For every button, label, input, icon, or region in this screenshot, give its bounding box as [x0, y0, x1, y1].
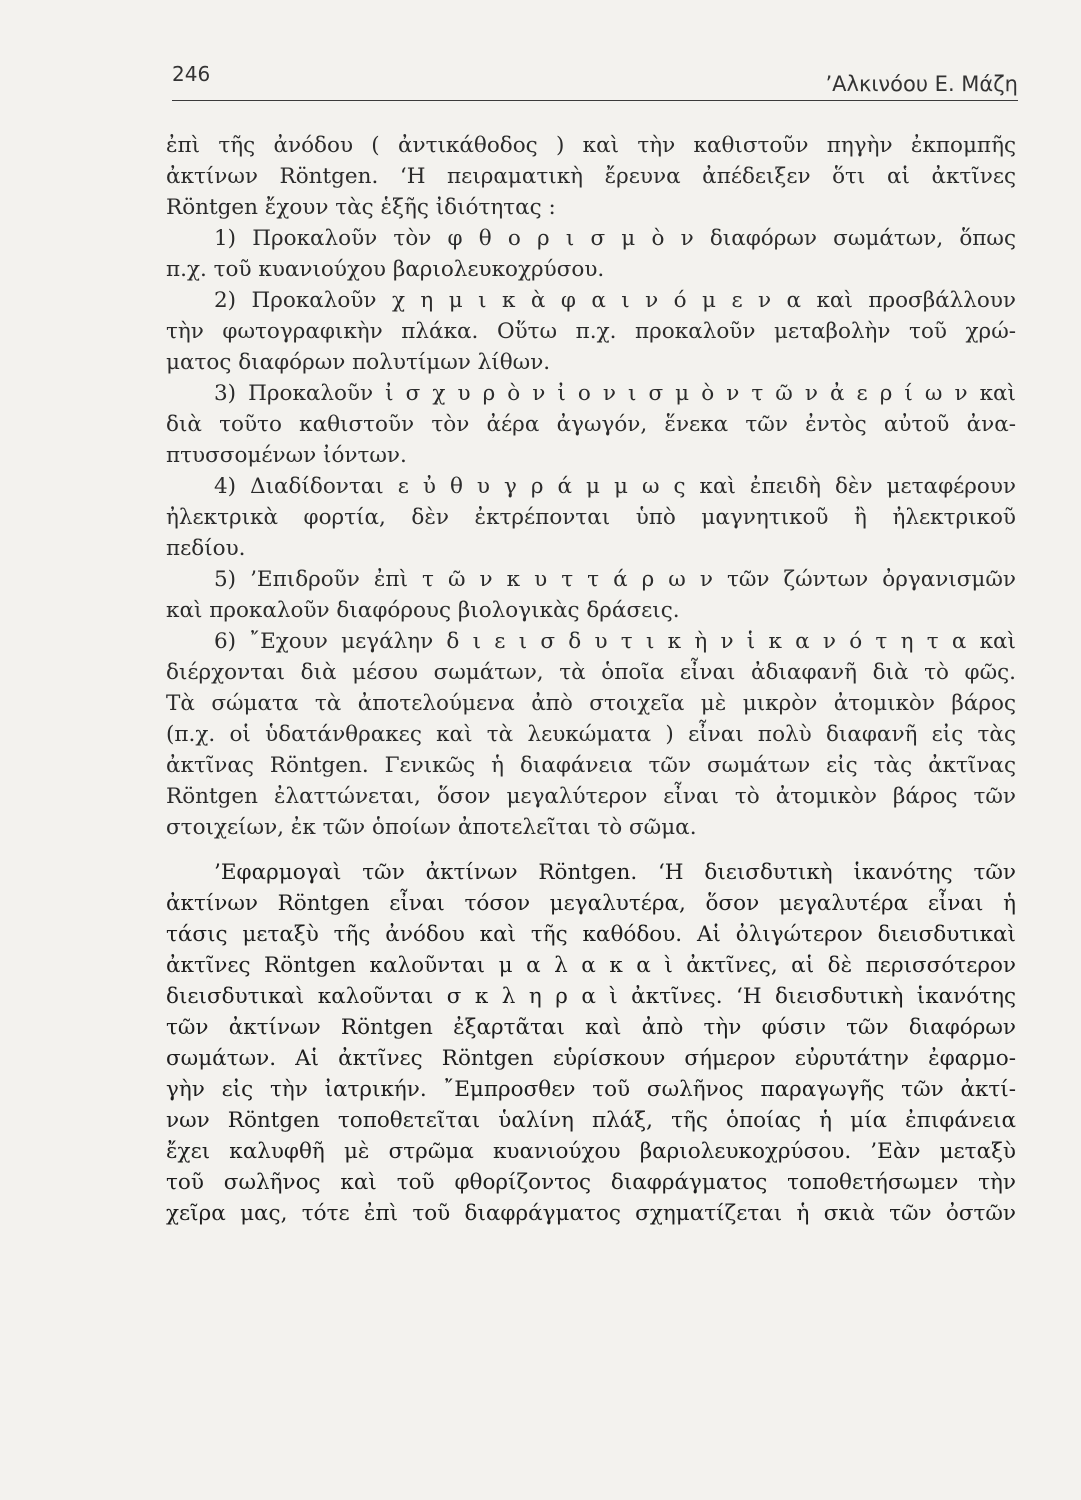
text-line: Röntgen ἐλαττώνεται, ὅσον μεγαλύτερον εἶναι τὸ ἀτομικὸν βάρος τῶν — [166, 784, 1016, 809]
text-line: 1) Προκαλοῦν τὸν φ θ ο ρ ι σ μ ὸ ν διαφόρων σωμάτων, ὅπως — [214, 226, 1016, 251]
page-body — [166, 130, 1016, 1229]
text-line: σωμάτων. Αἱ ἀκτῖνες Röntgen εὑρίσκουν σήμερον εὐρυτάτην ἐφαρμο- — [166, 1046, 1016, 1071]
text-line: Röntgen ἔχουν τὰς ἑξῆς ἰδιότητας : — [166, 195, 556, 220]
text-line: ἀκτίνων Röntgen εἶναι τόσον μεγαλυτέρα, ὅσον μεγαλυτέρα εἶναι ἡ — [166, 891, 1016, 916]
text-line: ἐπὶ τῆς ἀνόδου ( ἀντικάθοδος ) καὶ τὴν καθιστοῦν πηγὴν ἐκπομπῆς — [166, 133, 1016, 158]
text-line: διεισδυτικαὶ καλοῦνται σ κ λ η ρ α ὶ ἀκτῖνες. ‘Η διεισδυτικὴ ἱκανότης — [166, 984, 1016, 1009]
text-line: πτυσσομένων ἰόντων. — [166, 443, 407, 468]
running-title: ’Αλκινόου Ε. Μάζη — [825, 72, 1018, 96]
text-line: τῶν ἀκτίνων Röntgen ἐξαρτᾶται καὶ ἀπὸ τὴν φύσιν τῶν διαφόρων — [166, 1015, 1016, 1040]
text-line: γὴν εἰς τὴν ἰατρικήν. ῎Εμπροσθεν τοῦ σωλῆνος παραγωγῆς τῶν ἀκτί- — [166, 1077, 1016, 1102]
text-line: στοιχείων, ἐκ τῶν ὁποίων ἀποτελεῖται τὸ σῶμα. — [166, 815, 697, 840]
text-line: ἀκτίνων Röntgen. ‘Η πειραματικὴ ἔρευνα ἀπέδειξεν ὅτι αἱ ἀκτῖνες — [166, 164, 1016, 189]
text-line: ἔχει καλυφθῆ μὲ στρῶμα κυανιούχου βαριολευκοχρύσου. ’Εὰν μεταξὺ — [166, 1139, 1016, 1164]
section-heading-line: ’Εφαρμογαὶ τῶν ἀκτίνων Röntgen. ‘Η διεισδυτικὴ ἱκανότης τῶν — [214, 860, 1016, 885]
text-line: πεδίου. — [166, 536, 246, 561]
text-line: τὴν φωτογραφικὴν πλάκα. Οὕτω π.χ. προκαλοῦν μεταβολὴν τοῦ χρώ- — [166, 319, 1016, 344]
text-line: νων Röntgen τοποθετεῖται ὑαλίνη πλάξ, τῆς ὁποίας ἡ μία ἐπιφάνεια — [166, 1108, 1016, 1133]
text-line: ἠλεκτρικὰ φορτία, δὲν ἐκτρέπονται ὑπὸ μαγνητικοῦ ἢ ἠλεκτρικοῦ — [166, 505, 1016, 530]
text-line: διὰ τοῦτο καθιστοῦν τὸν ἀέρα ἀγωγόν, ἕνεκα τῶν ἐντὸς αὐτοῦ ἀνα- — [166, 412, 1016, 437]
text-line: ματος διαφόρων πολυτίμων λίθων. — [166, 350, 551, 375]
text-line: π.χ. τοῦ κυανιούχου βαριολευκοχρύσου. — [166, 257, 605, 282]
text-line: τάσις μεταξὺ τῆς ἀνόδου καὶ τῆς καθόδου. Αἱ ὀλιγώτερον διεισδυτικαὶ — [166, 922, 1016, 947]
text-line: ἀκτῖνας Röntgen. Γενικῶς ἡ διαφάνεια τῶν σωμάτων εἰς τὰς ἀκτῖνας — [166, 753, 1016, 778]
text-line: (π.χ. οἱ ὑδατάνθρακες καὶ τὰ λευκώματα ) εἶναι πολὺ διαφανῆ εἰς τὰς — [166, 722, 1016, 747]
text-line: καὶ προκαλοῦν διαφόρους βιολογικὰς δράσεις. — [166, 598, 680, 623]
text-line: διέρχονται διὰ μέσου σωμάτων, τὰ ὁποῖα εἶναι ἀδιαφανῆ διὰ τὸ φῶς. — [166, 660, 1016, 685]
text-line: τοῦ σωλῆνος καὶ τοῦ φθορίζοντος διαφράγματος τοποθετήσωμεν τὴν — [166, 1170, 1016, 1195]
text-line: χεῖρα μας, τότε ἐπὶ τοῦ διαφράγματος σχηματίζεται ἡ σκιὰ τῶν ὀστῶν — [166, 1201, 1016, 1226]
text-line: 6) ῎Εχουν μεγάλην δ ι ε ι σ δ υ τ ι κ ὴ ν ἱ κ α ν ό τ η τ α καὶ — [214, 629, 1016, 654]
page-number: 246 — [172, 62, 211, 86]
text-line: Τὰ σώματα τὰ ἀποτελούμενα ἀπὸ στοιχεῖα μὲ μικρὸν ἀτομικὸν βάρος — [166, 691, 1016, 716]
page-header — [172, 60, 1018, 101]
text-line: 3) Προκαλοῦν ἰ σ χ υ ρ ὸ ν ἰ ο ν ι σ μ ὸ ν τ ῶ ν ἀ ε ρ ί ω ν καὶ — [214, 381, 1016, 406]
text-line: 5) ’Επιδροῦν ἐπὶ τ ῶ ν κ υ τ τ ά ρ ω ν τῶν ζώντων ὀργανισμῶν — [214, 567, 1016, 592]
text-line: 2) Προκαλοῦν χ η μ ι κ ὰ φ α ι ν ό μ ε ν α καὶ προσβάλλουν — [214, 288, 1016, 313]
text-line: ἀκτῖνες Röntgen καλοῦνται μ α λ α κ α ὶ ἀκτῖνες, αἱ δὲ περισσότερον — [166, 953, 1016, 978]
text-line: 4) Διαδίδονται ε ὐ θ υ γ ρ ά μ μ ω ς καὶ ἐπειδὴ δὲν μεταφέρουν — [214, 474, 1016, 499]
